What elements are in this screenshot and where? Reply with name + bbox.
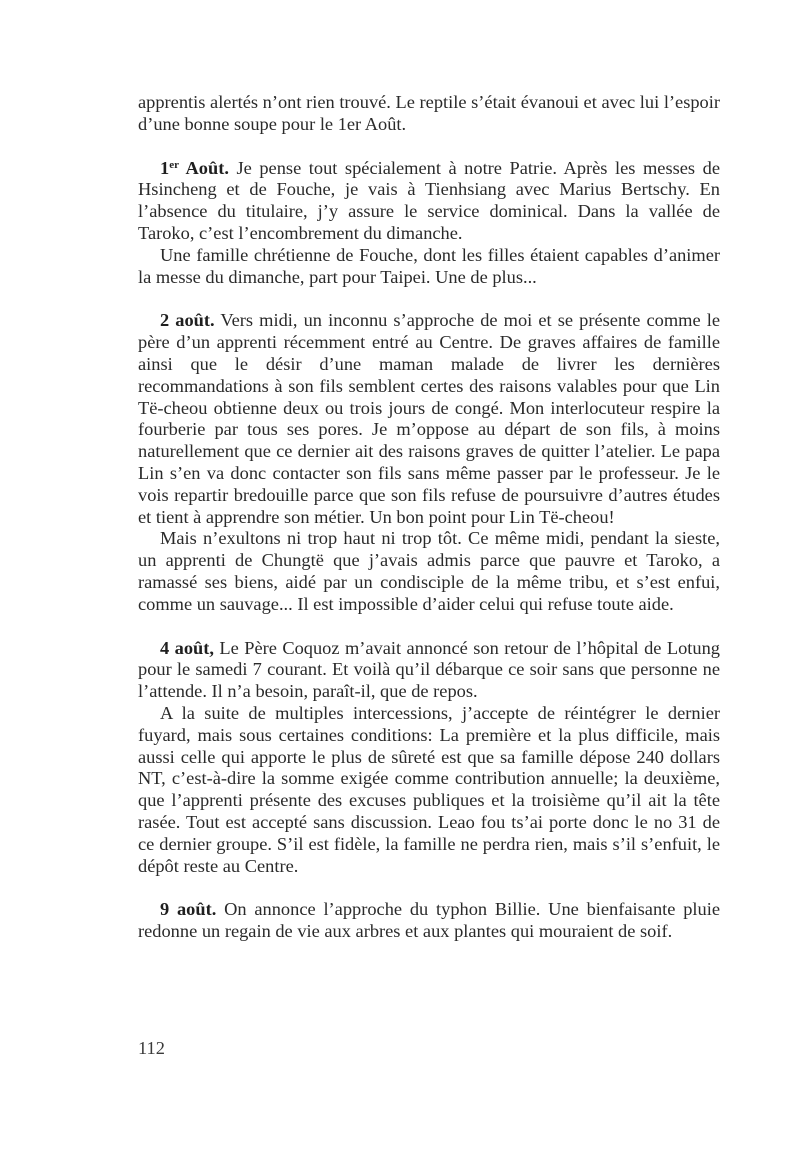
paragraph-text: Une famille chrétienne de Fouche, dont les filles étaient capables d’animer la messe du dimanche, part pour Taipei. Une de plus... (138, 244, 720, 287)
paragraph-intercessions (138, 703, 720, 877)
paragraph-text: A la suite de multiples intercessions, j’accepte de réintégrer le dernier fuyard, mais sous certaines conditions: La première et la plus difficile, mais aussi celle qui apporte le plus de sûreté est que sa famille dépose 240 dollars NT, c’est-à-dire la somme exigée comme contribution annuelle; la deuxième, que l’apprenti présente des excuses publiques et la troisième qu’il ait la tête rasée. Tout est accepté sans discussion. Leao fou ts’ai porte donc le no 31 de ce dernier groupe. S’il est fidèle, la famille ne perdra rien, mais s’il s’enfuit, le dépôt reste au Centre. (138, 702, 720, 876)
page-body (138, 92, 720, 943)
paragraph-text: Mais n’exultons ni trop haut ni trop tôt. Ce même midi, pendant la sieste, un apprenti de Chungtë que j’avais admis parce que pauvre et Taroko, a ramassé ses biens, aidé par un condisciple de la même tribu, et s’est enfui, comme un sauvage... Il est impossible d’aider celui qui refuse toute aide. (138, 528, 720, 614)
entry-date-sup: er (169, 158, 179, 171)
entry-4-aout (138, 638, 720, 703)
paragraph-text: apprentis alertés n’ont rien trouvé. Le reptile s’était évanoui et avec lui l’espoir d’une bonne soupe pour le 1er Août. (138, 92, 720, 134)
entry-2-aout (138, 310, 720, 528)
entry-date: 2 août. (160, 310, 215, 331)
entry-date: 9 août. (160, 899, 217, 920)
paragraph-text: On annonce l’approche du typhon Billie. Une bienfaisante pluie redonne un regain de vie aux arbres et aux plantes qui mouraient de soif. (138, 899, 720, 942)
entry-date-month: Août. (178, 157, 229, 178)
entry-1-aout (138, 158, 720, 245)
paragraph-exultons (138, 528, 720, 615)
paragraph-text: Le Père Coquoz m’avait annoncé son retour de l’hôpital de Lotung pour le samedi 7 courant. Et voilà qu’il débarque ce soir sans que personne ne l’attende. Il n’a besoin, paraît-il, que de repos. (138, 637, 720, 702)
page-number: 112 (138, 1038, 165, 1058)
paragraph-text: Je pense tout spécialement à notre Patrie. Après les messes de Hsincheng et de Fouche, je vais à Tienhsiang avec Marius Bertschy. En l’absence du titulaire, j’y assure le service dominical. Dans la vallée de Taroko, c’est l’encombrement du dimanche. (138, 157, 721, 243)
paragraph-text: Vers midi, un inconnu s’approche de moi et se présente comme le père d’un apprenti récemment entré au Centre. De graves affaires de famille ainsi que le désir d’une maman malade de livrer les dernières recommandations à son fils semblent certes des raisons valables pour que Lin Të-cheou obtienne deux ou trois jours de congé. Mon interlocuteur respire la fourberie par tous ses pores. Je m’oppose au départ de son fils, à moins naturellement que ce dernier ait des raisons graves de quitter l’atelier. Le papa Lin s’en va donc contacter son fils sans même passer par le professeur. Je le vois repartir bredouille parce que son fils refuse de poursuivre d’autres études et tient à apprendre son métier. Un bon point pour Lin Të-cheou! (138, 310, 720, 527)
entry-9-aout (138, 899, 720, 943)
paragraph-continuation (138, 92, 720, 136)
entry-date: 4 août, (160, 637, 214, 658)
paragraph-famille (138, 245, 720, 289)
entry-date-day: 1 (160, 157, 170, 178)
entry-date (160, 158, 229, 178)
